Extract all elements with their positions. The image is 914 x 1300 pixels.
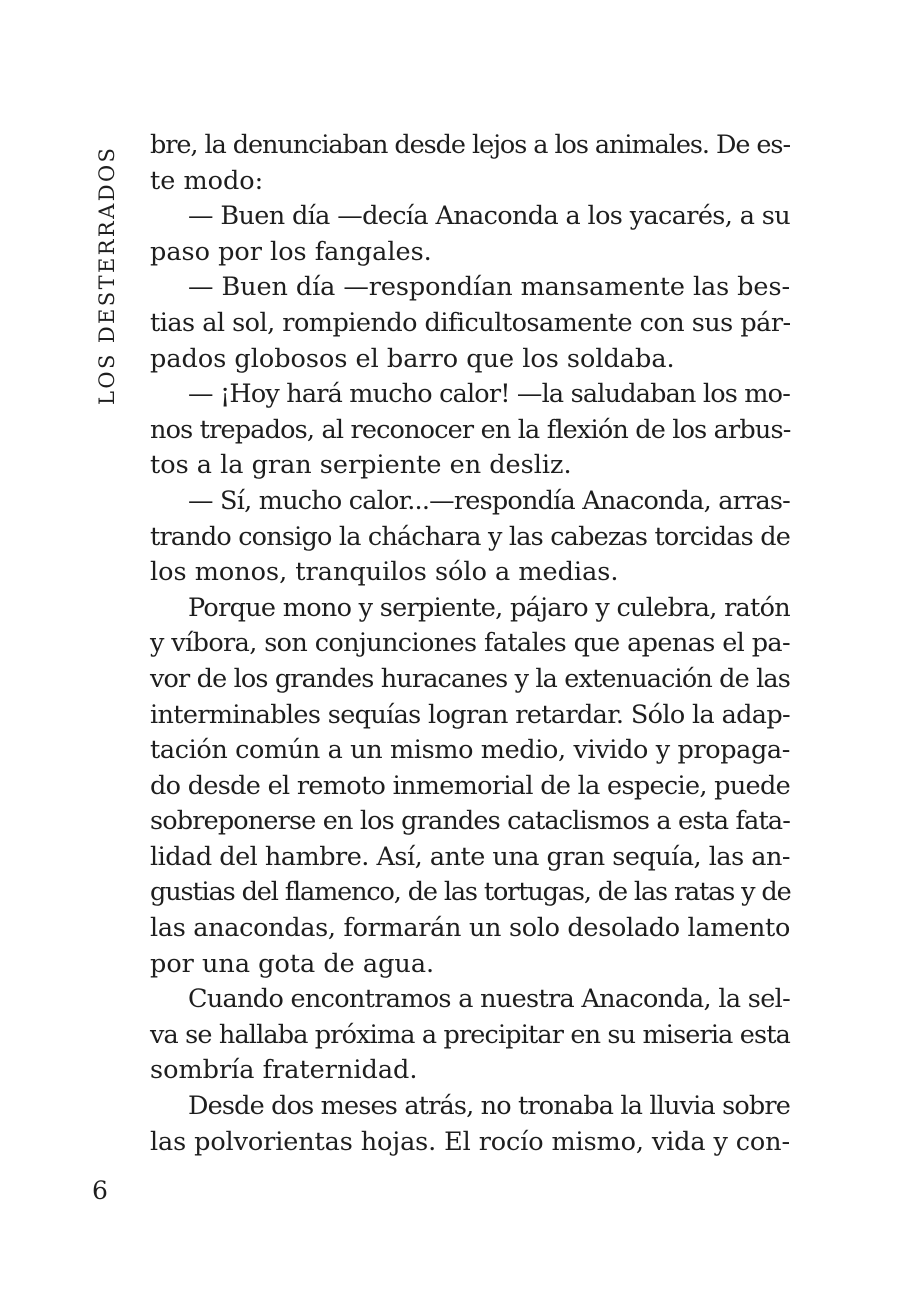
text-line: las anacondas, formarán un solo desolado lamento — [150, 913, 790, 944]
text-line: — Buen día —decía Anaconda a los yacarés, a su — [188, 201, 790, 232]
page-number: 6 — [92, 1176, 108, 1205]
text-line: lidad del hambre. Así, ante una gran sequía, las an- — [150, 841, 791, 872]
text-line: por una gota de agua. — [150, 948, 435, 979]
text-line: — Buen día —respondían mansamente las bes- — [188, 272, 790, 303]
text-line: tias al sol, rompiendo dificultosamente con sus pár- — [150, 307, 791, 338]
text-line: pados globosos el barro que los soldaba. — [150, 343, 675, 374]
text-line: do desde el remoto inmemorial de la especie, puede — [150, 770, 790, 801]
text-line: las polvorientas hojas. El rocío mismo, vida y con- — [150, 1126, 790, 1157]
text-line: — Sí, mucho calor...—respondía Anaconda, arras- — [188, 485, 790, 516]
text-line: trando consigo la cháchara y las cabezas torcidas de — [150, 521, 790, 552]
text-line: Porque mono y serpiente, pájaro y culebra, ratón — [188, 592, 790, 623]
body-text — [150, 128, 790, 1160]
text-line: y víbora, son conjunciones fatales que apenas el pa- — [150, 628, 790, 659]
text-line: Desde dos meses atrás, no tronaba la lluvia sobre — [188, 1091, 790, 1122]
text-line: tación común a un mismo medio, vivido y propaga- — [150, 735, 790, 766]
text-line: tos a la gran serpiente en desliz. — [150, 450, 572, 481]
text-line: bre, la denunciaban desde lejos a los animales. De es- — [150, 130, 790, 160]
text-line: sombría fraternidad. — [150, 1055, 418, 1086]
text-line: los monos, tranquilos sólo a medias. — [150, 557, 619, 588]
text-line: paso por los fangales. — [150, 236, 432, 267]
text-line: gustias del flamenco, de las tortugas, de las ratas y de — [150, 877, 791, 908]
text-line: te modo: — [150, 165, 264, 196]
running-head: LOS DESTERRADOS — [95, 145, 119, 405]
text-line: vor de los grandes huracanes y la extenuación de las — [150, 663, 790, 694]
text-line: sobreponerse en los grandes cataclismos a esta fata- — [150, 806, 790, 837]
text-line: va se hallaba próxima a precipitar en su miseria esta — [150, 1019, 790, 1050]
text-line: Cuando encontramos a nuestra Anaconda, la sel- — [188, 984, 790, 1015]
text-line: nos trepados, al reconocer en la flexión de los arbus- — [150, 414, 791, 445]
text-line: interminables sequías logran retardar. Sólo la adap- — [150, 699, 790, 730]
text-line: — ¡Hoy hará mucho calor! —la saludaban los mo- — [188, 379, 790, 410]
